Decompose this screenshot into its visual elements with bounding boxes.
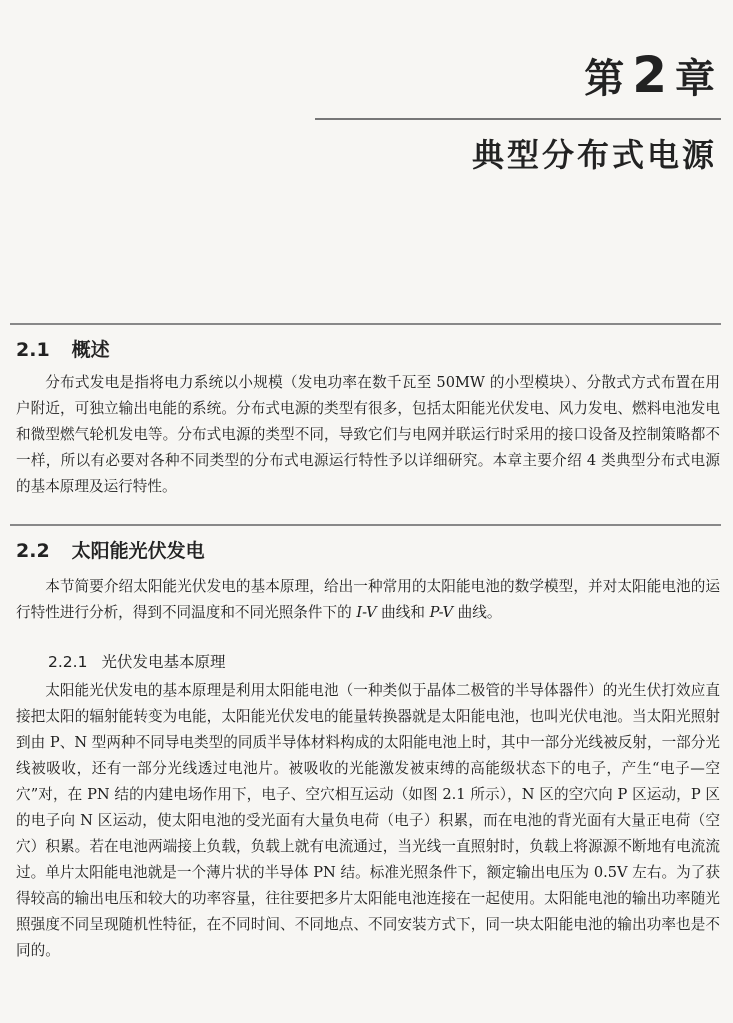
subsection-heading	[48, 650, 225, 672]
chapter-divider	[315, 118, 721, 120]
chapter-title: 典型分布式电源	[471, 136, 717, 174]
chapter-number: 2	[632, 46, 669, 104]
section-divider	[10, 323, 721, 325]
chapter-heading	[584, 46, 717, 104]
subsection-title: 光伏发电基本原理	[101, 653, 226, 671]
paragraph-text: 本节简要介绍太阳能光伏发电的基本原理，给出一种常用的太阳能电池的数学模型，并对太阳能电池的运行特性进行分析，得到不同温度和不同光照条件下的	[16, 578, 720, 621]
section-paragraph: 分布式发电是指将电力系统以小规模（发电功率在数千瓦至 50MW 的小型模块）、分散式方式布置在用户附近，可独立输出电能的系统。分布式电源的类型有很多，包括太阳能光伏发电、风力发电、燃料电池发电和微型燃气轮机发电等。分布式电源的类型不同，导致它们与电网并联运行时采用的接口设备及控制策略都不一样，所以有必要对各种不同类型的分布式电源运行特性予以详细研究。本章主要介绍 4 类典型分布式电源的基本原理及运行特性。	[16, 374, 720, 495]
section-number: 2.2	[16, 540, 50, 562]
paragraph-text: 曲线。	[453, 604, 502, 621]
chapter-suffix: 章	[675, 56, 717, 102]
curve-label-pv: P-V	[429, 604, 453, 621]
section-divider	[10, 524, 721, 526]
curve-label-iv: I-V	[356, 604, 377, 621]
section-title: 太阳能光伏发电	[71, 540, 205, 562]
subsection-number: 2.2.1	[48, 653, 88, 671]
section-heading	[16, 536, 205, 563]
subsection-paragraph: 太阳能光伏发电的基本原理是利用太阳能电池（一种类似于晶体二极管的半导体器件）的光生伏打效应直接把太阳的辐射能转变为电能，太阳能光伏发电的能量转换器就是太阳能电池，也叫光伏电池。当太阳光照射到由 P、N 型两种不同导电类型的同质半导体材料构成的太阳能电池上时，其中一部分光线被反射，一部分光线被吸收，还有一部分光线透过电池片。被吸收的光能激发被束缚的高能级状态下的电子，产生“电子—空穴”对，在 PN 结的内建电场作用下，电子、空穴相互运动（如图 2.1 所示），N 区的空穴向 P 区运动，P 区的电子向 N 区运动，使太阳电池的受光面有大量负电荷（电子）积累，而在电池的背光面有大量正电荷（空穴）积累。若在电池两端接上负载，负载上就有电流通过，当光线一直照射时，负载上将源源不断地有电流流过。单片太阳能电池就是一个薄片状的半导体 PN 结。标准光照条件下，额定输出电压为 0.5V 左右。为了获得较高的输出电压和较大的功率容量，往往要把多片太阳能电池连接在一起使用。太阳能电池的输出功率随光照强度不同呈现随机性特征，在不同时间、不同地点、不同安装方式下，同一块太阳能电池的输出功率也是不同的。	[16, 682, 720, 959]
paragraph-text: 曲线和	[376, 604, 430, 621]
chapter-prefix: 第	[584, 56, 627, 102]
section-number: 2.1	[16, 339, 50, 361]
section-heading	[16, 335, 110, 362]
section-paragraph	[16, 574, 720, 626]
section-title: 概述	[71, 339, 110, 361]
